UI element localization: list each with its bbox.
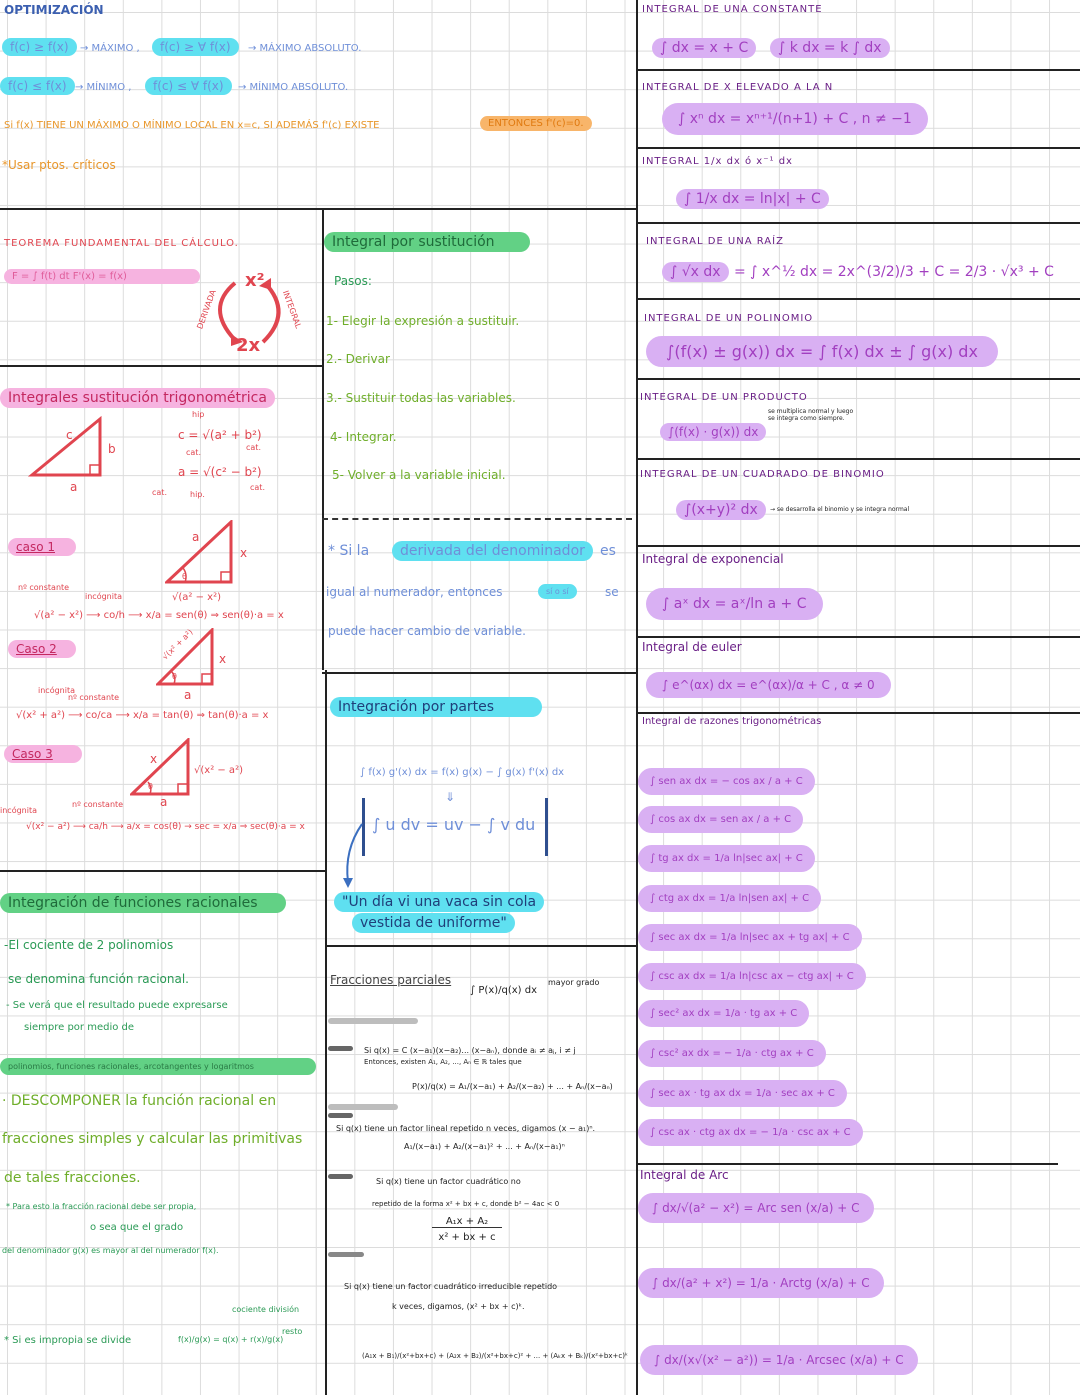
trig-formula-5: ∫ sec ax dx = 1/a ln|sec ax + tg ax| + C <box>638 924 862 951</box>
inversa-formula: ∫ 1/x dx = ln|x| + C <box>676 189 829 209</box>
case2-formula: A₁/(x−a₁) + A₂/(x−a₁)² + ... + Aₙ/(x−a₁)ⁿ <box>404 1142 565 1151</box>
caso2-side: x <box>219 652 227 666</box>
tfc-top-term: x² <box>245 270 265 291</box>
right-triangle-icon <box>28 415 108 480</box>
parciales-integral-note: mayor grado <box>548 978 600 987</box>
sustitucion-note-post: es <box>600 543 616 559</box>
parciales-integral: ∫ P(x)/q(x) dx <box>470 985 538 996</box>
impropia-formula: f(x)/g(x) = q(x) + r(x)/g(x) <box>178 1335 284 1344</box>
case1-text-2: Entonces, existen A₁, A₂, ..., Aₙ ∈ ℝ tales que <box>364 1058 522 1066</box>
parciales-case-tag-4 <box>328 1113 353 1118</box>
step-1: 1- Elegir la expresión a sustituir. <box>326 314 520 328</box>
tfc-title: TEOREMA FUNDAMENTAL DEL CÁLCULO. <box>4 238 239 249</box>
optimizacion-note: *Usar ptos. críticos <box>2 158 116 172</box>
impropia-note-cociente: cociente división <box>232 1305 300 1314</box>
caso1-angle: θ <box>182 572 187 581</box>
partes-arrow: ⇓ <box>445 790 456 804</box>
impropia-note-resto: resto <box>282 1327 303 1336</box>
right-divider-5 <box>636 378 1080 380</box>
pythagoras-eq1: c = √(a² + b²) <box>178 428 262 442</box>
partes-title: Integración por partes <box>330 697 542 717</box>
trig-sub-bottom-divider <box>0 870 325 872</box>
case4-formula: (A₁x + B₁)/(x²+bx+c) + (A₂x + B₂)/(x²+bx+c)² + ... + (Aₖx + Bₖ)/(x²+bx+c)ᵏ <box>362 1352 628 1360</box>
parciales-case-tag-1 <box>328 1018 418 1024</box>
constante-title: INTEGRAL DE UNA CONSTANTE <box>642 4 823 15</box>
max-abs-condition: f(c) ≥ ∀ f(x) <box>152 38 239 56</box>
max-condition: f(c) ≥ f(x) <box>2 38 77 56</box>
tfc-bottom-divider <box>0 365 322 367</box>
si-o-si-highlight: sí o sí <box>538 584 577 599</box>
racionales-title: Integración de funciones racionales <box>0 893 286 913</box>
min-abs-condition: f(c) ≤ ∀ f(x) <box>145 77 232 95</box>
middle-column-divider <box>322 208 324 670</box>
partes-boxed-text: ∫ u dv = uv − ∫ v du <box>372 815 536 834</box>
pasos-label: Pasos: <box>334 274 372 288</box>
right-divider-9 <box>636 712 1080 714</box>
case2-text: Si q(x) tiene un factor lineal repetido n veces, digamos (x − a₁)ⁿ. <box>336 1124 596 1133</box>
caso1-base: √(a² − x²) <box>172 592 221 603</box>
right-divider-6 <box>636 458 1080 460</box>
caso2-label: Caso 2 <box>8 640 76 658</box>
polinomio-title: INTEGRAL DE UN POLINOMIO <box>644 313 814 324</box>
sustitucion-note-line2-post: se <box>605 585 619 599</box>
mnemonic-line-2: vestida de uniforme" <box>352 913 515 933</box>
racionales-line-4: siempre por medio de <box>24 1022 135 1033</box>
case1-formula: P(x)/q(x) = A₁/(x−a₁) + A₂/(x−a₂) + ... + Aₙ/(x−aₙ) <box>412 1082 613 1091</box>
racionales-line-1: -El cociente de 2 polinomios <box>4 938 174 952</box>
sustitucion-note-line2: igual al numerador, entonces <box>326 585 503 599</box>
step-4: 4- Integrar. <box>330 430 397 444</box>
exponencial-title: Integral de exponencial <box>642 552 784 566</box>
trig-formula-9: ∫ sec ax · tg ax dx = 1/a · sec ax + C <box>638 1080 847 1107</box>
sustitucion-note-line3: puede hacer cambio de variable. <box>328 624 526 638</box>
racionales-line-5: · DESCOMPONER la función racional en <box>2 1093 277 1109</box>
caso2-angle: θ <box>172 672 177 681</box>
trig-formula-8: ∫ csc² ax dx = − 1/a · ctg ax + C <box>638 1040 826 1067</box>
optimizacion-title: OPTIMIZACIÓN <box>4 3 104 17</box>
max-abs-result: → MÁXIMO ABSOLUTO. <box>248 43 362 54</box>
eq1-note-cat-1: cat. <box>186 448 201 457</box>
right-divider-4 <box>636 298 1080 300</box>
racionales-note-1: * Para esto la fracción racional debe ser propia, <box>6 1202 197 1211</box>
optimizacion-bottom-divider <box>0 208 636 210</box>
case1-text-1: Si q(x) = C (x−a₁)(x−a₂)... (x−aₙ), donde aᵢ ≠ aⱼ, i ≠ j <box>364 1046 576 1055</box>
triangle-hyp-label: c <box>66 428 73 442</box>
caso3-label: Caso 3 <box>4 745 82 763</box>
right-divider-10 <box>636 1163 1058 1165</box>
tfc-derivada-label: DERIVADA <box>195 288 218 331</box>
min-abs-result: → MÍNIMO ABSOLUTO. <box>238 82 349 93</box>
caso2-note-constant: nº constante <box>68 693 120 702</box>
polinomio-formula: ∫(f(x) ± g(x)) dx = ∫ f(x) dx ± ∫ g(x) dx <box>646 336 998 367</box>
raiz-formula-highlight: ∫ √x dx <box>662 262 729 282</box>
producto-formula: ∫(f(x) · g(x)) dx <box>660 423 766 441</box>
case3-formula-num: A₁x + A₂ <box>432 1216 502 1228</box>
racionales-line-3: - Se verá que el resultado puede expresarse <box>6 1000 228 1011</box>
constante-formula-2: ∫ k dx = k ∫ dx <box>770 38 890 58</box>
caso3-triangle-icon <box>130 738 192 796</box>
caso2-note-incognita: incógnita <box>38 686 75 695</box>
trig-sub-title: Integrales sustitución trigonométrica <box>0 388 275 408</box>
sustitucion-note-pre: * Si la <box>328 543 370 559</box>
right-divider-3 <box>636 222 1080 224</box>
max-result: → MÁXIMO , <box>80 43 140 54</box>
sustitucion-dashed-divider <box>322 518 632 520</box>
partes-bottom-divider <box>325 945 636 947</box>
impropia-text: * Si es impropia se divide <box>4 1335 132 1346</box>
raiz-formula-rest: = ∫ x^½ dx = 2x^(3/2)/3 + C = 2/3 · √x³ + C <box>734 264 1054 280</box>
racionales-line-6: fracciones simples y calcular las primitivas <box>2 1131 303 1147</box>
racionales-line-7: de tales fracciones. <box>4 1170 141 1186</box>
case4-text-2: k veces, digamos, (x² + bx + c)ᵏ. <box>392 1302 525 1311</box>
trig-formula-1: ∫ sen ax dx = − cos ax / a + C <box>638 768 815 795</box>
sustitucion-bottom-divider <box>322 672 636 674</box>
binomio-formula: ∫(x+y)² dx <box>676 500 766 520</box>
step-3: 3.- Sustituir todas las variables. <box>326 391 516 405</box>
caso2-formula: √(x² + a²) ⟶ co/ca ⟶ x/a = tan(θ) ⇒ tan(θ)·a = x <box>16 710 269 721</box>
optimizacion-theorem: Si f(x) TIENE UN MÁXIMO O MÍNIMO LOCAL EN x=c, SI ADEMÁS f'(c) EXISTE <box>4 120 380 131</box>
right-divider-7 <box>636 545 1080 547</box>
caso1-note-incognita: incógnita <box>85 592 122 601</box>
racionales-note-2: o sea que el grado <box>90 1222 184 1233</box>
producto-note: se multiplica normal y luego se integra como siempre. <box>768 408 854 422</box>
parciales-case-tag-2 <box>328 1046 353 1051</box>
producto-title: INTEGRAL DE UN PRODUCTO <box>640 392 808 403</box>
caso1-side: x <box>240 546 248 560</box>
arc-formula-1: ∫ dx/√(a² − x²) = Arc sen (x/a) + C <box>638 1193 874 1223</box>
tfc-integral-label: INTEGRAL <box>280 289 303 330</box>
tfc-bottom-term: 2x <box>236 335 261 356</box>
parciales-case-tag-3 <box>328 1104 398 1110</box>
trig-formula-10: ∫ csc ax · ctg ax dx = − 1/a · csc ax + C <box>638 1119 863 1146</box>
step-5: 5- Volver a la variable inicial. <box>332 468 506 482</box>
step-2: 2.- Derivar <box>326 352 390 366</box>
caso3-hyp: x <box>150 752 158 766</box>
trig-formula-7: ∫ sec² ax dx = 1/a · tg ax + C <box>638 1000 809 1027</box>
eq1-note-hip: hip <box>192 410 205 419</box>
arc-formula-2: ∫ dx/(a² + x²) = 1/a · Arctg (x/a) + C <box>638 1268 884 1298</box>
sustitucion-note-highlight: derivada del denominador <box>392 541 593 561</box>
right-divider-1 <box>636 69 1080 71</box>
inversa-title: INTEGRAL 1/x dx ó x⁻¹ dx <box>642 156 793 167</box>
trig-title: Integral de razones trigonométricas <box>642 716 822 727</box>
sustitucion-title: Integral por sustitución <box>324 232 530 252</box>
case3-text-2: repetido de la forma x² + bx + c, donde b² − 4ac < 0 <box>372 1200 560 1208</box>
trig-formula-2: ∫ cos ax dx = sen ax / a + C <box>638 806 803 833</box>
exponencial-formula: ∫ aˣ dx = aˣ/ln a + C <box>646 588 823 620</box>
optimizacion-theorem-highlight: ENTONCES f'(c)=0. <box>480 116 592 131</box>
binomio-note: → se desarrolla el binomio y se integra normal <box>770 506 910 513</box>
raiz-title: INTEGRAL DE UNA RAÍZ <box>646 236 784 247</box>
right-divider-8 <box>636 636 1080 638</box>
parciales-case-tag-6 <box>328 1252 364 1257</box>
pythagoras-eq2: a = √(c² − b²) <box>178 465 262 479</box>
caso1-note-constant: nº constante <box>18 583 70 592</box>
caso1-hyp: a <box>192 530 200 544</box>
triangle-side-label: b <box>108 442 116 456</box>
caso1-label: caso 1 <box>8 538 76 556</box>
case4-text-1: Si q(x) tiene un factor cuadrático irreducible repetido <box>344 1282 558 1291</box>
right-divider-2 <box>636 147 1080 149</box>
caso3-formula: √(x² − a²) ⟶ ca/h ⟶ a/x = cos(θ) → sec = x/a ⇒ sec(θ)·a = x <box>26 822 305 832</box>
trig-formula-6: ∫ csc ax dx = 1/a ln|csc ax − ctg ax| + C <box>638 963 866 990</box>
caso3-angle: θ <box>148 782 153 791</box>
caso3-note-constant: nº constante <box>72 800 124 809</box>
case3-text-1: Si q(x) tiene un factor cuadrático no <box>376 1177 521 1186</box>
caso3-note-incognita: incógnita <box>0 806 37 815</box>
racionales-highlight: polinomios, funciones racionales, arcotangentes y logaritmos <box>0 1058 316 1075</box>
eq2-note-hip: hip. <box>190 490 205 499</box>
arc-formula-3: ∫ dx/(x√(x² − a²)) = 1/a · Arcsec (x/a) + C <box>640 1345 918 1375</box>
caso1-triangle-icon <box>165 520 235 585</box>
caso2-base: a <box>184 688 192 702</box>
partes-curved-arrow-icon <box>340 820 370 890</box>
euler-title: Integral de euler <box>642 640 742 654</box>
eq1-note-cat-2: cat. <box>246 443 261 452</box>
partes-formula: ∫ f(x) g'(x) dx = f(x) g(x) − ∫ g(x) f'(x) dx <box>360 767 565 778</box>
trig-formula-4: ∫ ctg ax dx = 1/a ln|sen ax| + C <box>638 885 821 912</box>
racionales-note-3: del denominador g(x) es mayor al del numerador f(x). <box>2 1246 219 1255</box>
min-condition: f(c) ≤ f(x) <box>0 77 75 95</box>
tfc-formula: F = ∫ f(t) dt F'(x) = f(x) <box>4 269 200 284</box>
middle-column-divider-2 <box>325 670 327 1395</box>
right-column-divider <box>636 0 638 1395</box>
constante-formula-1: ∫ dx = x + C <box>652 38 756 58</box>
min-result: → MÍNIMO , <box>75 82 132 93</box>
caso2-hyp: √(x² + a²) <box>160 627 195 662</box>
eq2-note-cat-2: cat. <box>250 483 265 492</box>
trig-formula-3: ∫ tg ax dx = 1/a ln|sec ax| + C <box>638 845 815 872</box>
parciales-case-tag-5 <box>328 1174 353 1179</box>
caso3-base: a <box>160 795 168 809</box>
binomio-title: INTEGRAL DE UN CUADRADO DE BINOMIO <box>640 469 885 480</box>
case3-formula-den: x² + bx + c <box>438 1232 496 1243</box>
triangle-base-label: a <box>70 480 78 494</box>
mnemonic-line-1: "Un día vi una vaca sin cola <box>334 892 544 912</box>
caso3-side: √(x² − a²) <box>194 765 243 776</box>
euler-formula: ∫ e^(αx) dx = e^(αx)/α + C , α ≠ 0 <box>646 672 891 698</box>
potencia-formula: ∫ xⁿ dx = xⁿ⁺¹/(n+1) + C , n ≠ −1 <box>662 103 928 135</box>
caso1-formula: √(a² − x²) ⟶ co/h ⟶ x/a = sen(θ) ⇒ sen(θ)·a = x <box>34 610 284 621</box>
parciales-title: Fracciones parciales <box>330 973 452 987</box>
arc-title: Integral de Arc <box>640 1168 729 1182</box>
eq2-note-cat-1: cat. <box>152 488 167 497</box>
potencia-title: INTEGRAL DE X ELEVADO A LA N <box>642 82 834 93</box>
racionales-line-2: se denomina función racional. <box>8 972 189 986</box>
